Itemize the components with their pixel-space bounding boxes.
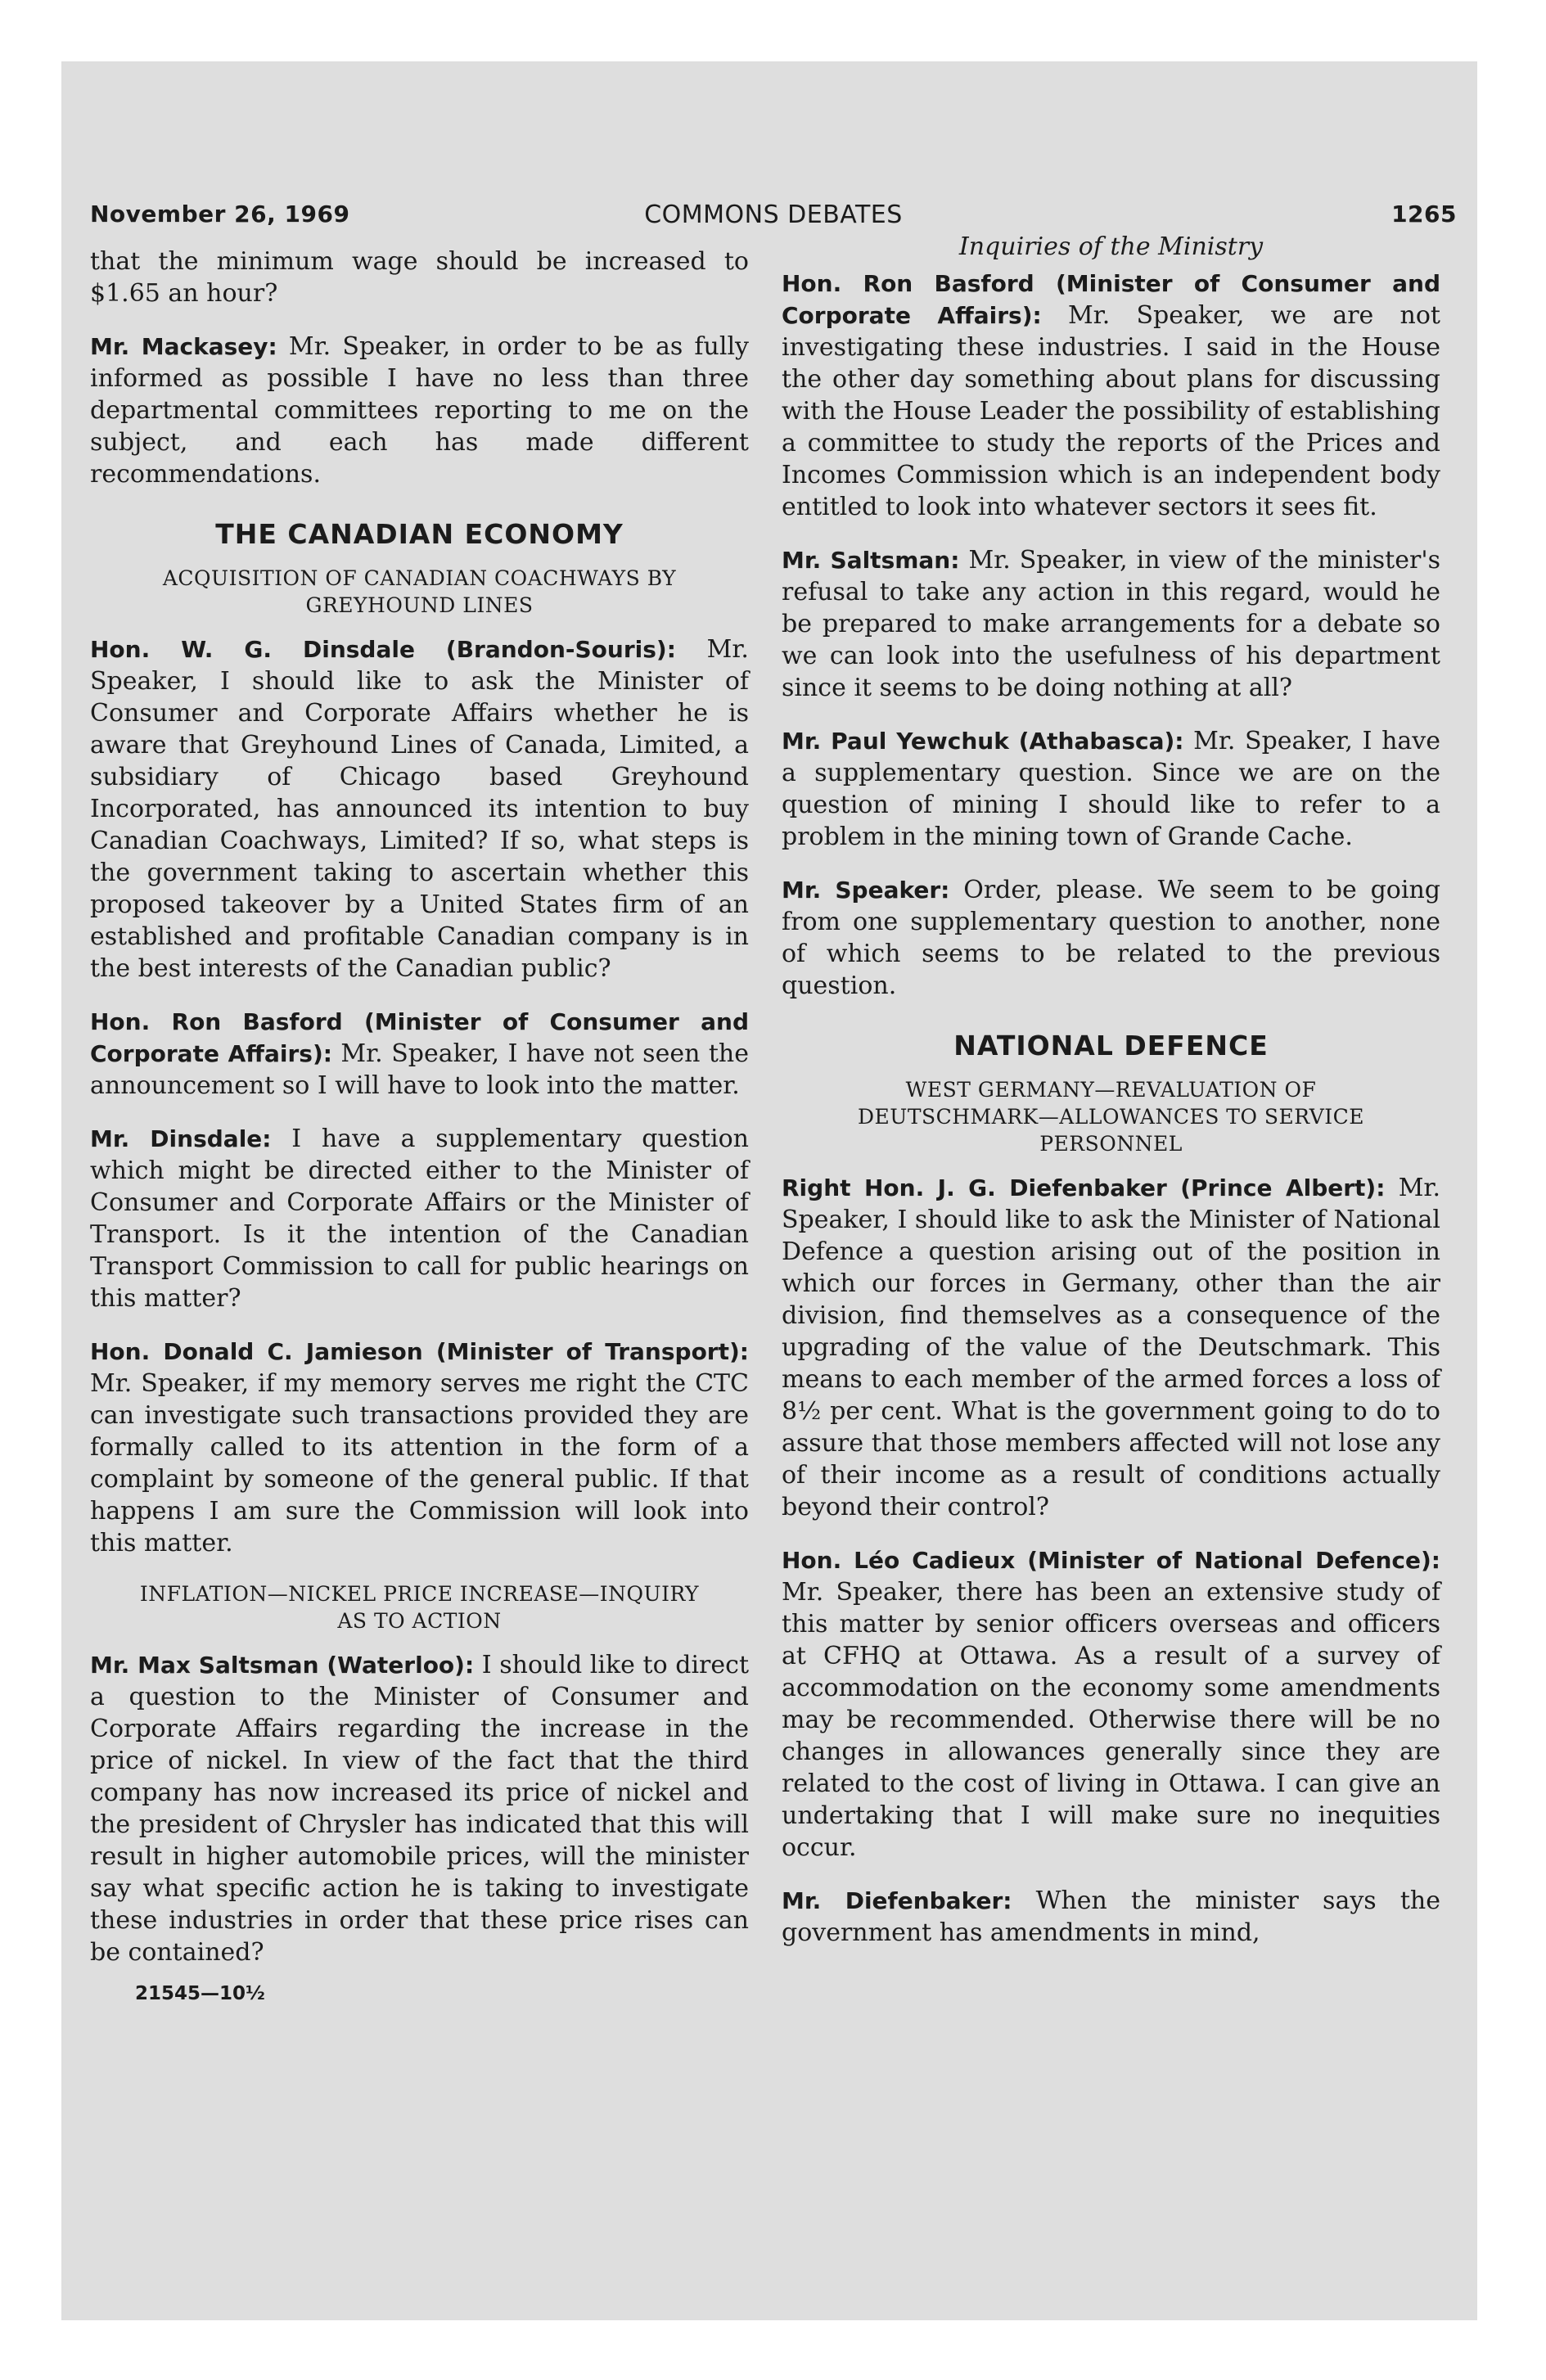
paragraph (90, 1006, 749, 1102)
header-date: November 26, 1969 (90, 201, 350, 228)
paragraph-text: Mr. Speaker, there has been an extensive study of this matter by senior officers overseas and officers at CFHQ at Ottawa. As a result of a survey of accommodation on the economy some amendments may be recommended. Otherwise there will be no changes in allowances generally since they are related to the cost of living in Ottawa. I can give an undertaking that I will make sure no inequities occur. (782, 1578, 1440, 1862)
speaker-name: Hon. Léo Cadieux (Minister of National Defence): (782, 1547, 1440, 1574)
paragraph (782, 1544, 1440, 1864)
right-column (782, 232, 1440, 1970)
left-column (90, 246, 749, 2010)
paragraph (90, 633, 749, 985)
speaker-name: Mr. Speaker: (782, 877, 950, 904)
paragraph (90, 1649, 749, 1968)
section-caption: Inquiries of the Ministry (958, 232, 1264, 261)
paragraph (90, 331, 749, 490)
paragraph-text: I should like to direct a question to the Minister of Consumer and Corporate Affairs regarding the increase in the price of nickel. In view of the fact that the third company has now increased its price of nickel and the president of Chrysler has indicated that this will result in higher automobile prices, will the minister say what specific action he is taking to investigate these industries in order that these price rises can be contained? (90, 1651, 750, 1967)
paragraph (782, 1172, 1440, 1523)
speaker-name: Mr. Paul Yewchuk (Athabasca): (782, 728, 1184, 755)
paragraph-text: When the minister says the government has amendments in mind, (782, 1886, 1440, 1947)
header-journal-title: COMMONS DEBATES (644, 201, 903, 229)
paragraph (782, 725, 1440, 853)
document-page (90, 201, 1457, 2238)
paragraph (782, 874, 1440, 1002)
subsection-heading: WEST GERMANY—REVALUATION OF DEUTSCHMARK—ALLOWANCES TO SERVICE PERSONNEL (857, 1078, 1365, 1156)
paragraph (90, 246, 749, 309)
speaker-name: Mr. Diefenbaker: (782, 1887, 1012, 1914)
paragraph-text: I have a supplementary question which might be directed either to the Minister of Consumer and Corporate Affairs or the Minister of Transport. Is it the intention of the Canadian Transport Commission to call for public hearings on this matter? (90, 1125, 749, 1313)
speaker-name: Hon. W. G. Dinsdale (Brandon-Souris): (90, 636, 676, 663)
speaker-name: Mr. Mackasey: (90, 333, 277, 360)
running-header (90, 201, 1457, 233)
section-heading: THE CANADIAN ECONOMY (215, 518, 624, 550)
header-page-number: 1265 (1391, 201, 1457, 228)
paragraph-text: Mr. Speaker, I should like to ask the Minister of National Defence a question arising out of the position in which our forces in Germany, other than the air division, find themselves as a consequence of the upgrading of the value of the Deutschmark. This means to each member of the armed forces a loss of 8½ per cent. What is the government going to do to assure that those members affected will not lose any of their income as a result of conditions actually beyond their control? (782, 1174, 1440, 1521)
speaker-name: Hon. Donald C. Jamieson (Minister of Transport): (90, 1338, 749, 1365)
paragraph (90, 1336, 749, 1559)
paragraph-text: Order, please. We seem to be going from one supplementary question to another, none of which seems to be related to the previous question. (782, 876, 1440, 1000)
subsection-heading: ACQUISITION OF CANADIAN COACHWAYS BY GREYHOUND LINES (162, 566, 677, 617)
paragraph-text: Mr. Speaker, I have a supplementary question. Since we are on the question of mining I should like to refer to a problem in the mining town of Grande Cache. (782, 727, 1440, 851)
paragraph-text: Mr. Speaker, if my memory serves me right the CTC can investigate such transactions provided they are formally called to its attention in the form of a complaint by someone of the general public. If that happens I am sure the Commission will look into this matter. (90, 1369, 749, 1557)
speaker-name: Hon. Ron Basford (Minister of Consumer and Corporate Affairs): (782, 270, 1440, 329)
paragraph-text: Mr. Speaker, in order to be as fully informed as possible I have no less than three departmental committees reporting to me on the subject, and each has made different recommendations. (90, 332, 749, 489)
paragraph-text: Mr. Speaker, I should like to ask the Minister of Consumer and Corporate Affairs whether he is aware that Greyhound Lines of Canada, Limited, a subsidiary of Chicago based Greyhound Incorporated, has announced its intention to buy Canadian Coachways, Limited? If so, what steps is the government taking to ascertain whether this proposed takeover by a United States firm of an established and profitable Canadian company is in the best interests of the Canadian public? (90, 635, 749, 983)
printer-signature: 21545—10½ (135, 1983, 265, 2004)
paragraph-text: Mr. Speaker, I have not seen the announcement so I will have to look into the matter. (90, 1039, 749, 1100)
speaker-name: Mr. Max Saltsman (Waterloo): (90, 1652, 475, 1679)
section-heading: NATIONAL DEFENCE (953, 1030, 1269, 1062)
speaker-name: Hon. Ron Basford (Minister of Consumer and Corporate Affairs): (90, 1008, 749, 1067)
paragraph (90, 1123, 749, 1314)
paragraph-text: Mr. Speaker, we are not investigating these industries. I said in the House the other day something about plans for discussing with the House Leader the possibility of establishing a committee to study the reports of the Prices and Incomes Commission which is an independent body entitled to look into whatever sectors it sees fit. (782, 301, 1440, 521)
speaker-name: Right Hon. J. G. Diefenbaker (Prince Albert): (782, 1174, 1386, 1201)
paragraph (782, 1885, 1440, 1949)
paragraph (782, 544, 1440, 704)
speaker-name: Mr. Dinsdale: (90, 1125, 272, 1152)
paragraph (782, 268, 1440, 523)
speaker-name: Mr. Saltsman: (782, 547, 960, 574)
paragraph-text: that the minimum wage should be increased to $1.65 an hour? (90, 247, 749, 308)
paragraph-text: Mr. Speaker, in view of the minister's refusal to take any action in this regard, would he be prepared to make arrangements for a debate so we can look into the usefulness of his department since it seems to be doing nothing at all? (782, 546, 1440, 702)
subsection-heading: INFLATION—NICKEL PRICE INCREASE—INQUIRY AS TO ACTION (139, 1582, 700, 1633)
